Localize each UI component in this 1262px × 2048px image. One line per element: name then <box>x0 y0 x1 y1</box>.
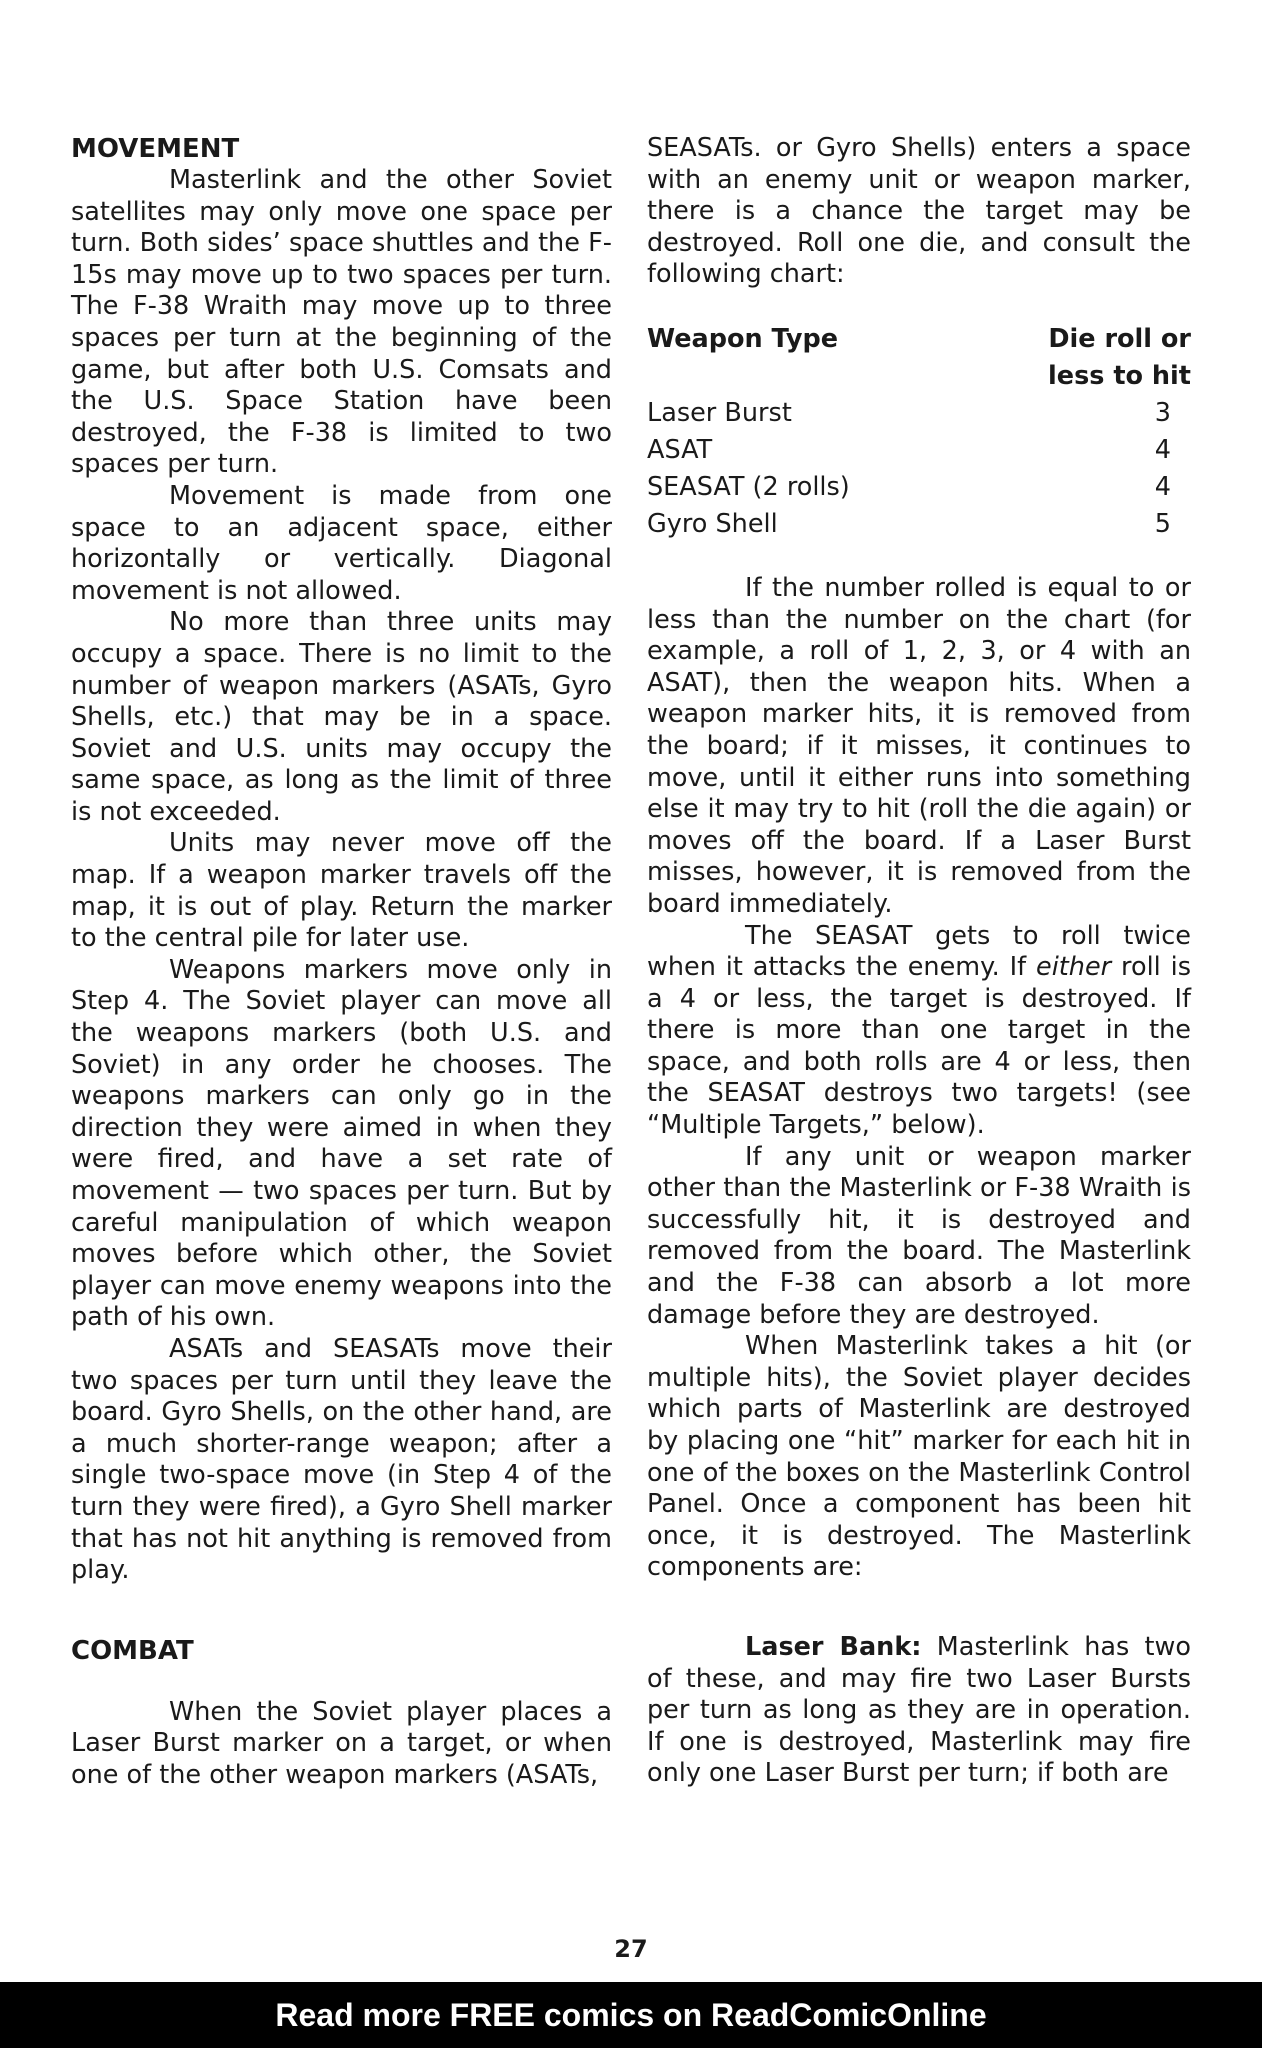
weapon-type-header: Weapon Type <box>647 323 839 354</box>
page-number: 27 <box>614 1935 648 1963</box>
movement-heading: MOVEMENT <box>71 134 240 164</box>
table-row <box>647 432 1191 469</box>
weapon-cell: ASAT <box>647 434 713 465</box>
die-roll-header: Die roll or less to hit <box>1048 323 1191 391</box>
weapon-cell: Laser Burst <box>647 397 792 428</box>
movement-paragraph-4: Units may never move off the map. If a weapon marker travels off the map, it is out of play. Return the marker to the central pile for later use. <box>71 828 612 954</box>
roll-cell: 3 <box>1154 397 1171 428</box>
table-row <box>647 469 1191 506</box>
movement-paragraph-5: Weapons markers move only in Step 4. The Soviet player can move all the weapons markers (both U.S. and Soviet) in any order he chooses. The weapons markers can only go in the direction they were aimed in when they were fired, and have a set rate of movement — two spaces per turn. But by careful manipulation of which weapon moves before which other, the Soviet player can move enemy weapons into the path of his own. <box>71 954 612 1333</box>
movement-paragraph-3: No more than three units may occupy a space. There is no limit to the number of weapon markers (ASATs, Gyro Shells, etc.) that may be in a space. Soviet and U.S. units may occupy the same space, as long as the limit of three is not exceeded. <box>71 607 612 827</box>
weapon-cell: SEASAT (2 rolls) <box>647 471 850 502</box>
roll-cell: 4 <box>1154 434 1171 465</box>
emphasis-either: either <box>1036 952 1112 983</box>
roll-cell: 4 <box>1154 471 1171 502</box>
laser-bank-paragraph <box>647 1632 1191 1790</box>
combat-paragraph-3-start: The SEASAT gets to roll twice when it attacks the enemy. If <box>647 920 1191 983</box>
laser-bank-text: Masterlink has two of these, and may fire two Laser Bursts per turn as long as they are in operation. If one is destroyed, Masterlink may fire only one Laser Burst per turn; if both are <box>647 1631 1191 1789</box>
combat-paragraph-3-end: roll is a 4 or less, the target is destroyed. If there is more than one target in the space, and both rolls are 4 or less, then the SEASAT destroys two targets! (see “Multiple Targets,” below). <box>647 952 1192 1141</box>
movement-paragraph-1: Masterlink and the other Soviet satellites may only move one space per turn. Both sides’ space shuttles and the F-15s may move up to two spaces per turn. The F-38 Wraith may move up to three spaces per turn at the beginning of the game, but after both U.S. Comsats and the U.S. Space Station have been destroyed, the F-38 is limited to two spaces per turn. <box>71 165 612 480</box>
combat-heading: COMBAT <box>71 1635 194 1666</box>
combat-paragraph-1-continued: SEASATs. or Gyro Shells) enters a space with an enemy unit or weapon marker, there is a chance the target may be destroyed. Roll one die, and consult the following chart: <box>647 133 1191 290</box>
right-column <box>647 133 1191 1790</box>
footer-banner: Read more FREE comics on ReadComicOnline <box>0 1982 1262 2048</box>
combat-paragraph-5: When Masterlink takes a hit (or multiple hits), the Soviet player decides which parts of Masterlink are destroyed by placing one “hit” marker for each hit in one of the boxes on the Masterlink Control Panel. Once a component has been hit once, it is destroyed. The Masterlink components are: <box>647 1331 1191 1583</box>
combat-paragraph-2: If the number rolled is equal to or less than the number on the chart (for example, a roll of 1, 2, 3, or 4 with an ASAT), then the weapon hits. When a weapon marker hits, it is removed from the board; if it misses, it continues to move, until it either runs into something else it may try to hit (roll the die again) or moves off the board. If a Laser Burst misses, however, it is removed from the board immediately. <box>647 572 1191 919</box>
weapon-cell: Gyro Shell <box>647 508 778 539</box>
table-row <box>647 395 1191 432</box>
weapon-hit-table <box>647 321 1191 543</box>
left-column <box>71 133 612 1792</box>
table-row <box>647 506 1191 543</box>
movement-paragraph-6: ASATs and SEASATs move their two spaces per turn until they leave the board. Gyro Shells, on the other hand, are a much shorter-range weapon; after a single two-space move (in Step 4 of the turn they were fired), a Gyro Shell marker that has not hit anything is removed from play. <box>71 1333 612 1586</box>
table-header-row <box>647 321 1191 395</box>
laser-bank-label: Laser Bank: <box>745 1631 922 1662</box>
movement-paragraph-2: Movement is made from one space to an adjacent space, either horizontally or vertically. Diagonal movement is not allowed. <box>71 480 612 606</box>
combat-paragraph-4: If any unit or weapon marker other than the Masterlink or F-38 Wraith is successfully hit, it is destroyed and removed from the board. The Masterlink and the F-38 can absorb a lot more damage before they are destroyed. <box>647 1141 1191 1330</box>
combat-paragraph-3 <box>647 921 1191 1142</box>
combat-paragraph-1: When the Soviet player places a Laser Burst marker on a target, or when one of the other weapon markers (ASATs, <box>71 1696 612 1790</box>
roll-cell: 5 <box>1154 508 1171 539</box>
